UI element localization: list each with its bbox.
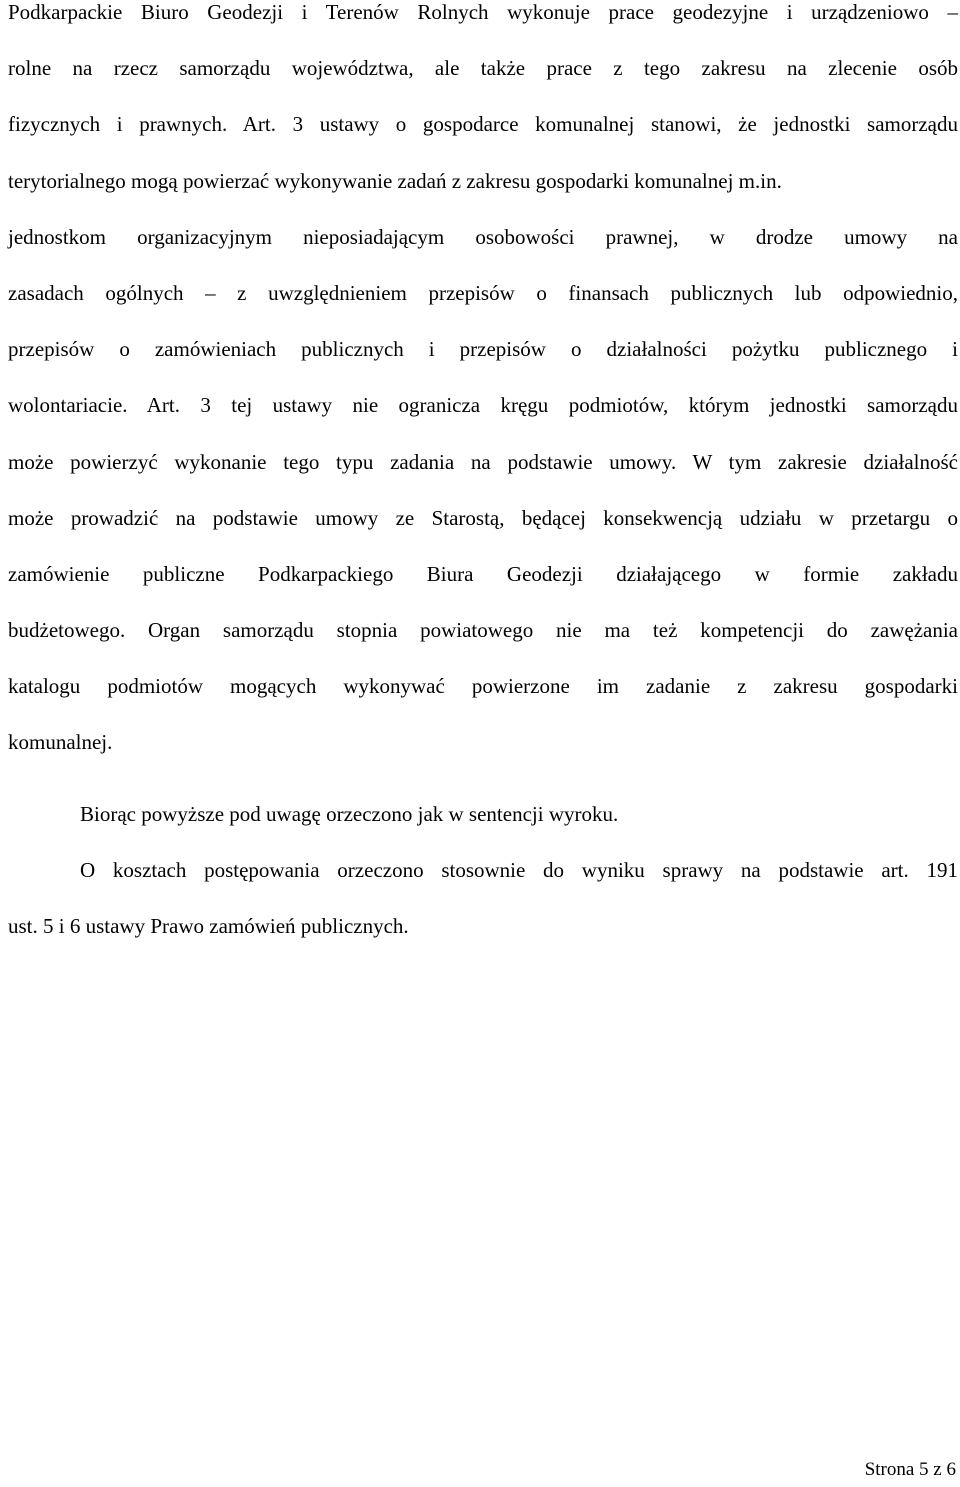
paragraph-line: komunalnej. — [8, 730, 113, 755]
paragraph-line: wolontariacie. Art. 3 tej ustawy nie ogranicza kręgu podmiotów, którym jednostki samorządu — [8, 393, 958, 418]
paragraph-line: fizycznych i prawnych. Art. 3 ustawy o gospodarce komunalnej stanowi, że jednostki samorządu — [8, 112, 958, 137]
closing-paragraphs — [8, 786, 958, 955]
paragraph-line: zasadach ogólnych – z uwzględnieniem przepisów o finansach publicznych lub odpowiednio, — [8, 280, 958, 305]
paragraph-line: katalogu podmiotów mogących wykonywać powierzone im zadanie z zakresu gospodarki — [8, 674, 958, 699]
paragraph-line: ust. 5 i 6 ustawy Prawo zamówień publicznych. — [8, 914, 409, 939]
paragraph-line: może prowadzić na podstawie umowy ze Starostą, będącej konsekwencją udziału w przetargu o — [8, 505, 958, 530]
page-number: Strona 5 z 6 — [864, 1459, 956, 1480]
paragraph-line: Podkarpackie Biuro Geodezji i Terenów Rolnych wykonuje prace geodezyjne i urządzeniowo – — [8, 0, 958, 24]
paragraph-line: O kosztach postępowania orzeczono stosownie do wyniku sprawy na podstawie art. 191 — [80, 858, 958, 883]
paragraph-line: jednostkom organizacyjnym nieposiadającym osobowości prawnej, w drodze umowy na — [8, 224, 958, 249]
paragraph-line: przepisów o zamówieniach publicznych i przepisów o działalności pożytku publicznego i — [8, 337, 958, 362]
paragraph-line: może powierzyć wykonanie tego typu zadania na podstawie umowy. W tym zakresie działalność — [8, 449, 958, 474]
main-paragraph — [8, 0, 958, 771]
paragraph-line: Biorąc powyższe pod uwagę orzeczono jak w sentencji wyroku. — [80, 802, 619, 826]
paragraph-line: budżetowego. Organ samorządu stopnia powiatowego nie ma też kompetencji do zawężania — [8, 618, 958, 643]
paragraph-line: rolne na rzecz samorządu województwa, ale także prace z tego zakresu na zlecenie osób — [8, 56, 958, 81]
paragraph-line: zamówienie publiczne Podkarpackiego Biura Geodezji działającego w formie zakładu — [8, 561, 958, 586]
paragraph-line: terytorialnego mogą powierzać wykonywanie zadań z zakresu gospodarki komunalnej m.in. — [8, 168, 782, 193]
